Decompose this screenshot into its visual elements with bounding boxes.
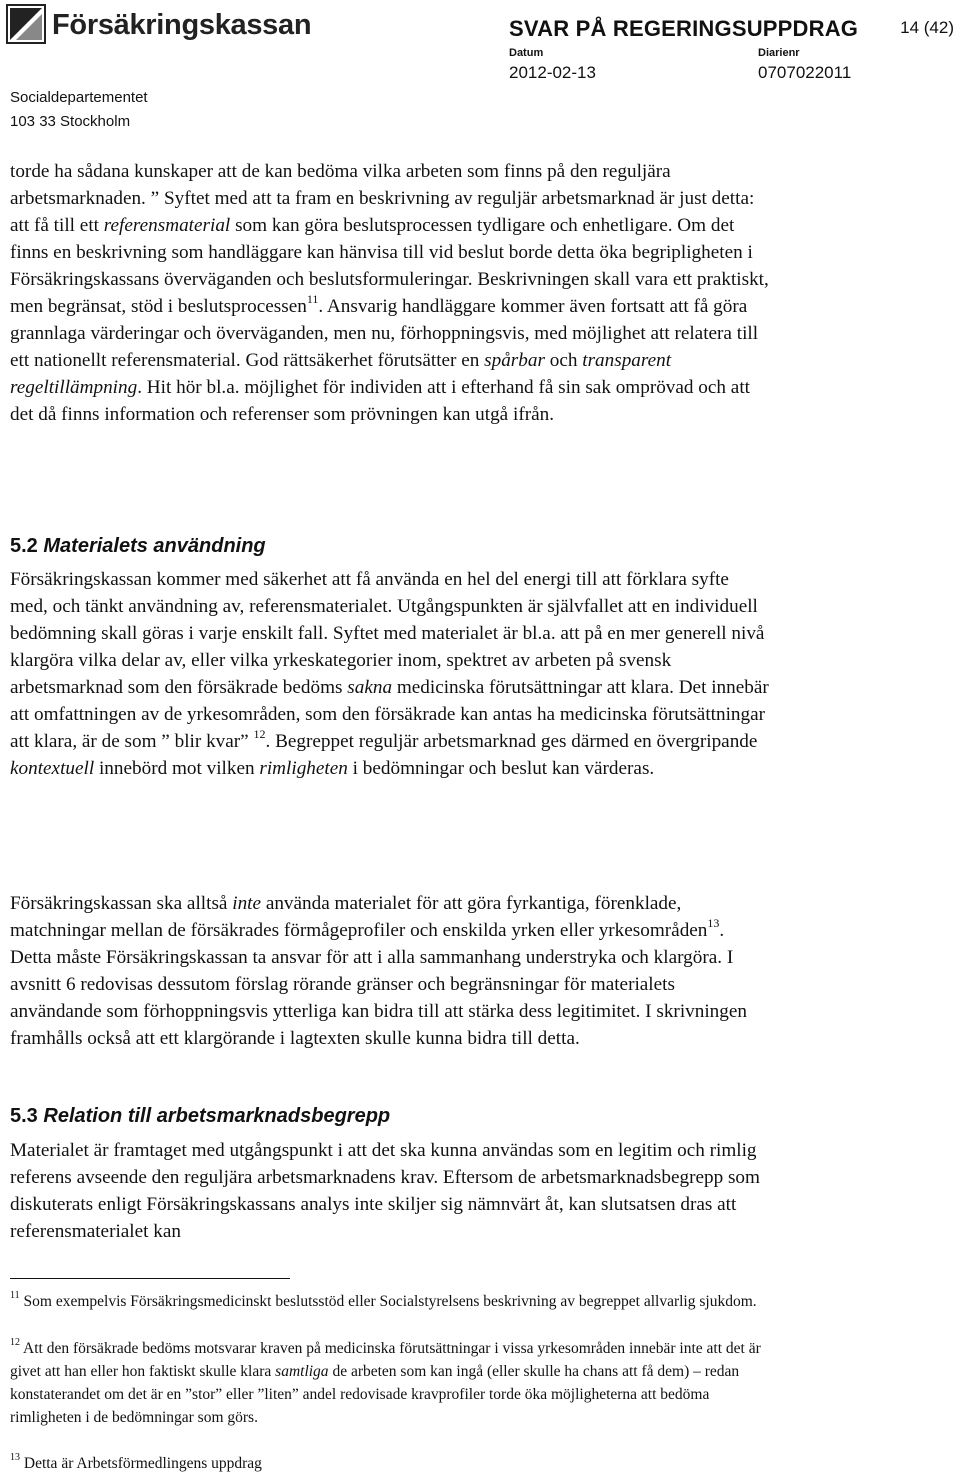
date-value: 2012-02-13 bbox=[509, 63, 596, 82]
recipient-department: Socialdepartementet bbox=[10, 89, 148, 106]
page-number: 14 (42) bbox=[900, 18, 954, 37]
document-title: SVAR PÅ REGERINGSUPPDRAG bbox=[509, 16, 859, 41]
logo bbox=[6, 4, 311, 44]
logo-mark-icon bbox=[6, 4, 46, 44]
footnote-11: $^{11}$ Som exempelvis Försäkringsmedicinskt beslutsstöd eller Socialstyrelsens beskrivning av begreppet allvarlig sjukdom. bbox=[10, 1289, 757, 1310]
paragraph-4: Materialet är framtaget med utgångspunkt i att det ska kunna användas som en legitim och rimlig referens avseende den reguljära arbetsmarknadens krav. Eftersom de arbetsmarknadsbegrepp som diskuterats enligt Försäkringskassans analys inte skiljer sig nämnvärt åt, kan slutsatsen dras att referensmaterialet kan bbox=[10, 1140, 760, 1242]
footnote-ref-13: 13 bbox=[707, 915, 720, 930]
diarienr-label: Diarienr bbox=[758, 47, 800, 59]
footnote-13: $^{13}$ Detta är Arbetsförmedlingens uppdrag bbox=[10, 1451, 262, 1472]
section-heading-5-3: 5.3 Relation till arbetsmarknadsbegrepp bbox=[10, 1105, 391, 1127]
footnote-ref-11: 11 bbox=[306, 291, 319, 306]
footnote-divider bbox=[10, 1278, 290, 1279]
date-label: Datum bbox=[509, 47, 544, 59]
paragraph-1: torde ha sådana kunskaper att de kan bedöma vilka arbeten som finns på den reguljära arbetsmarknaden. ” Syftet med att ta fram en beskrivning av reguljär arbetsmarknad är just detta: att få till ett referensmaterial som kan göra beslutsprocessen tydligare och enhetligare. Om det finns en beskrivning som handläggare kan hänvisa till vid beslut borde detta öka begripligheten i Försäkringskassans överväganden och beslutsformuleringar. Beskrivningen skall vara ett praktiskt, men begränsat, stöd i beslutsprocessen$^{11}$. Ansvarig handläggare kommer även fortsatt att få göra grannlaga värderingar och överväganden, men nu, förhoppningsvis, med möjlighet att relatera till ett nationellt referensmaterial. God rättsäkerhet förutsätter en spårbar och transparent regeltillämpning. Hit hör bl.a. möjlighet för individen att i efterhand få sin sak omprövad och att det då finns information och referenser som prövningen kan utgå ifrån. bbox=[10, 161, 769, 425]
paragraph-3: Försäkringskassan ska alltså inte använda materialet för att göra fyrkantiga, förenklade, matchningar mellan de försäkrades förmågeprofiler och enskilda yrken eller yrkesområden$^{13}$. Detta måste Försäkringskassan ta ansvar för att i alla sammanhang understryka och klargöra. I avsnitt 6 redovisas dessutom förslag rörande gränser och begränsningar för materialets användande som förhoppningsvis ytterliga kan bidra till att stärka dess legitimitet. I skrivningen framhålls också att ett klargörande i lagtexten skulle kunna bidra till detta. bbox=[10, 893, 747, 1049]
diarienr-value: 0707022011 bbox=[758, 63, 852, 82]
recipient-address: 103 33 Stockholm bbox=[10, 113, 131, 130]
footnote-ref-12: 12 bbox=[253, 726, 266, 741]
footnote-12: $^{12}$ Att den försäkrade bedöms motsvarar kraven på medicinska förutsättningar i vissa yrkesområden innebär inte att det är givet att han eller hon faktiskt skulle klara samtliga de arbeten som kan ingå (eller skulle ha chans att få dem) – redan konstaterandet om det är en ”stor” eller ”liten” andel redovisade kravprofiler torde öka möjligheterna att bedöma rimligheten i de bedömningar som görs. bbox=[10, 1336, 761, 1426]
logo-text: Försäkringskassan bbox=[52, 8, 312, 41]
paragraph-2: Försäkringskassan kommer med säkerhet att få använda en hel del energi till att förklara syfte med, och tänkt användning av, referensmaterialet. Utgångspunkten är självfallet att en individuell bedömning skall göras i varje enskilt fall. Syftet med materialet är bl.a. att på en mer generell nivå klargöra vilka delar av, eller vilka yrkeskategorier inom, spektret av arbeten på svensk arbetsmarknad som den försäkrade bedöms sakna medicinska förutsättningar att klara. Det innebär att omfattningen av de yrkesområden, som den försäkrade kan antas ha medicinska förutsättningar att klara, är de som ” blir kvar” $^{12}$. Begreppet reguljär arbetsmarknad ges därmed en övergripande kontextuell innebörd mot vilken rimligheten i bedömningar och beslut kan värderas. bbox=[10, 569, 769, 779]
section-heading-5-2: 5.2 Materialets användning bbox=[10, 535, 266, 557]
